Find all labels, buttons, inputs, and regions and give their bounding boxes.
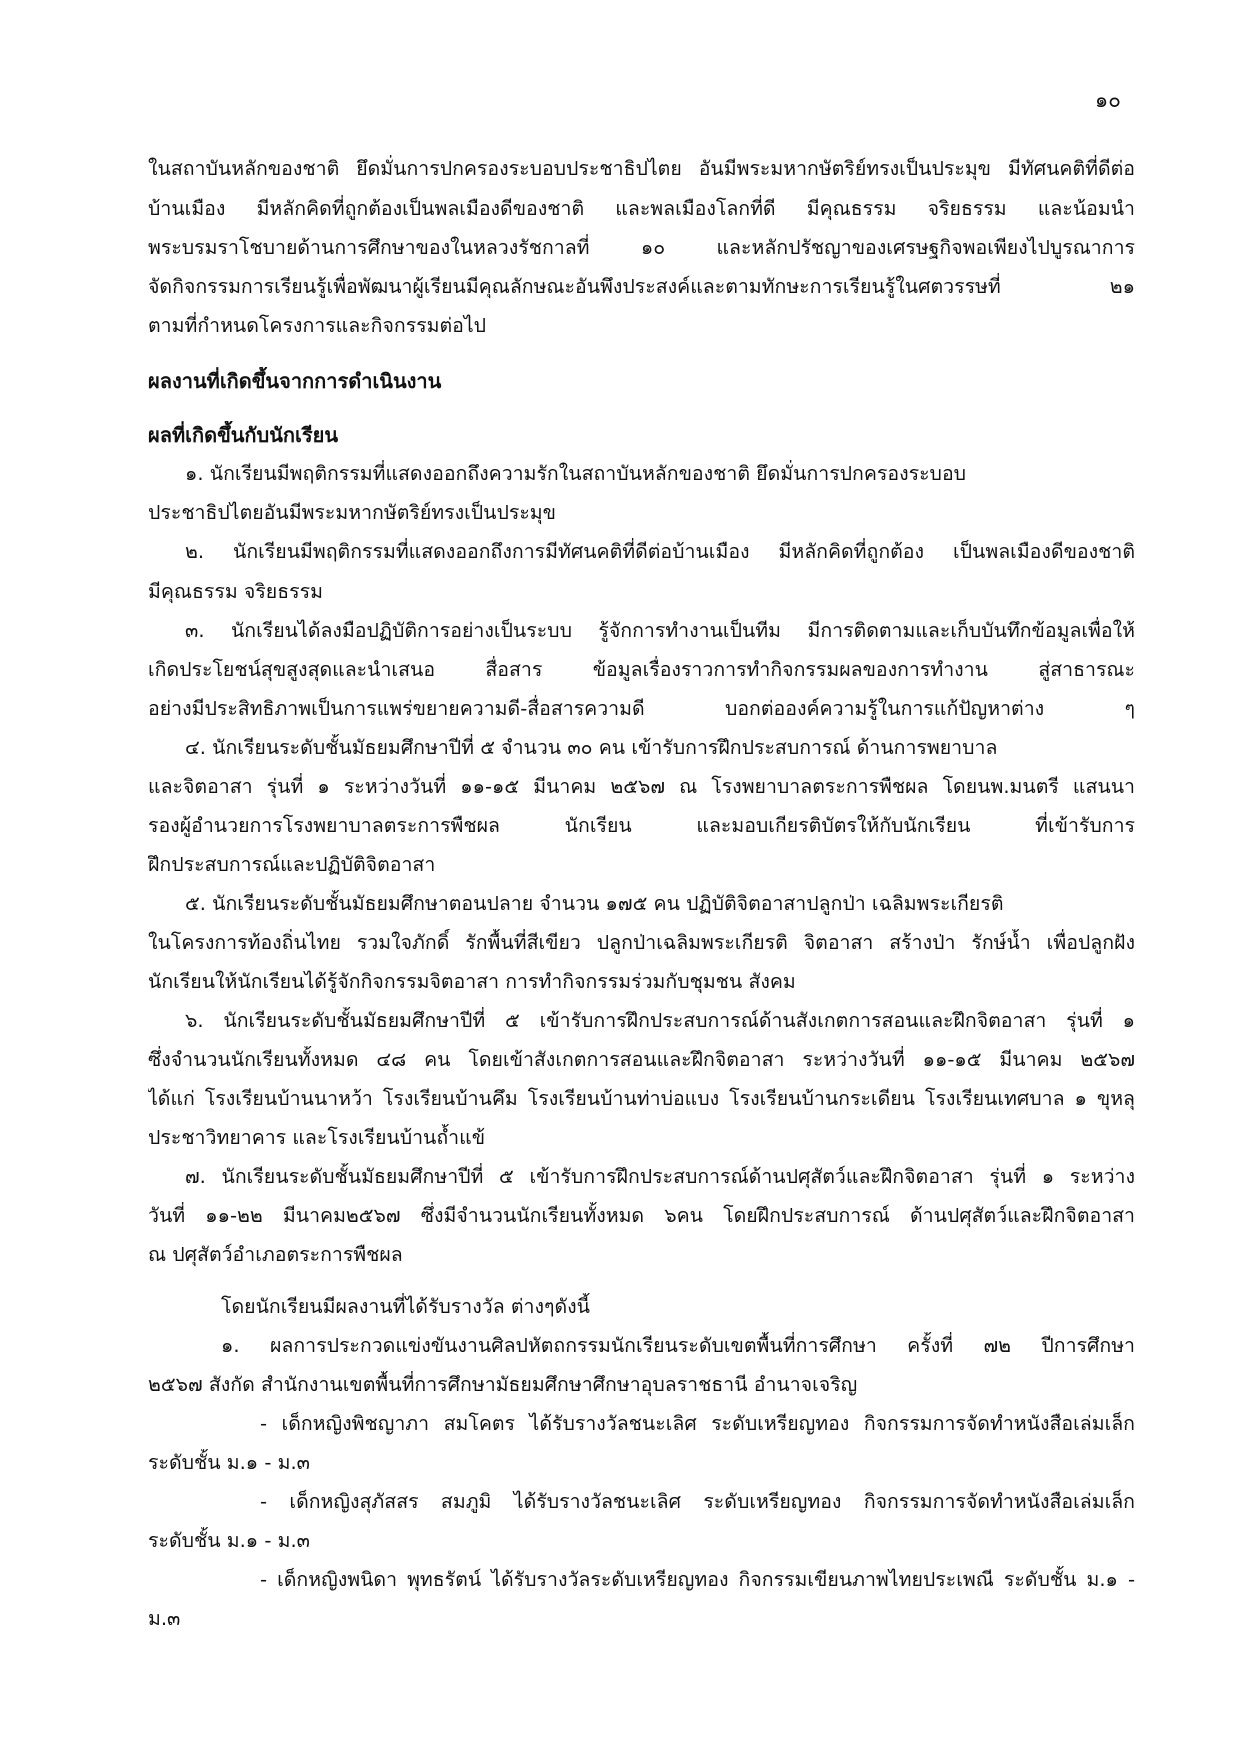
list-item: ๗. นักเรียนระดับชั้นมัธยมศึกษาปีที่ ๕ เข้ารับการฝึกประสบการณ์ด้านปศุสัตว์และฝึกจิตอาสา รุ่นที่ ๑ ระหว่าง [185,1165,1135,1188]
list-item: ๒. นักเรียนมีพฤติกรรมที่แสดงออกถึงการมีทัศนคติที่ดีต่อบ้านเมือง มีหลักคิดที่ถูกต้อง เป็นพลเมืองดีของชาติ [185,540,1135,563]
intro-line: ตามที่กำหนดโครงการและกิจกรรมต่อไป [148,314,487,337]
list-item: ๑. นักเรียนมีพฤติกรรมที่แสดงออกถึงความรักในสถาบันหลักของชาติ ยึดมั่นการปกครองระบอบ [185,462,967,485]
list-item-continued: นักเรียนให้นักเรียนได้รู้จักกิจกรรมจิตอาสา การทำกิจกรรมร่วมกับชุมชน สังคม [148,970,796,993]
intro-line: จัดกิจกรรมการเรียนรู้เพื่อพัฒนาผู้เรียนมีคุณลักษณะอันพึงประสงค์และตามทักษะการเรียนรู้ในศตวรรษที่ ๒๑ [148,275,1135,298]
list-item: ๓. นักเรียนได้ลงมือปฏิบัติการอย่างเป็นระบบ รู้จักการทำงานเป็นทีม มีการติดตามและเก็บบันทึกข้อมูลเพื่อให้ [185,619,1135,642]
list-item-continued: ได้แก่ โรงเรียนบ้านนาหว้า โรงเรียนบ้านคึม โรงเรียนบ้านท่าบ่อแบง โรงเรียนบ้านกระเดียน โรงเรียนเทศบาล ๑ ขุหลุ [148,1087,1135,1110]
list-item-continued: ณ ปศุสัตว์อำเภอตระการพืชผล [148,1243,403,1266]
award-winner: - เด็กหญิงสุภัสสร สมภูมิ ได้รับรางวัลชนะเลิศ ระดับเหรียญทอง กิจกรรมการจัดทำหนังสือเล่มเล็ก [260,1490,1135,1513]
list-item-continued: มีคุณธรรม จริยธรรม [148,580,323,603]
list-item-continued: วันที่ ๑๑-๒๒ มีนาคม๒๕๖๗ ซึ่งมีจำนวนนักเรียนทั้งหมด ๖คน โดยฝึกประสบการณ์ ด้านปศุสัตว์และฝึกจิตอาสา [148,1204,1135,1227]
list-item-continued: อย่างมีประสิทธิภาพเป็นการแพร่ขยายความดี-สื่อสารความดี บอกต่อองค์ความรู้ในการแก้ปัญหาต่าง ๆ [148,697,1135,720]
list-item-continued: ในโครงการท้องถิ่นไทย รวมใจภักดิ์ รักพื้นที่สีเขียว ปลูกป่าเฉลิมพระเกียรติ จิตอาสา สร้างป่า รักษ์น้ำ เพื่อปลูกฝัง [148,931,1135,954]
award-winner-continued: ม.๓ [148,1607,181,1630]
list-item: ๔. นักเรียนระดับชั้นมัธยมศึกษาปีที่ ๕ จำนวน ๓๐ คน เข้ารับการฝึกประสบการณ์ ด้านการพยาบาล [185,736,998,759]
list-item-continued: เกิดประโยชน์สุขสูงสุดและนำเสนอ สื่อสาร ข้อมูลเรื่องราวการทำกิจกรรมผลของการทำงาน สู่สาธารณะ [148,658,1135,681]
list-item-continued: และจิตอาสา รุ่นที่ ๑ ระหว่างวันที่ ๑๑-๑๕ มีนาคม ๒๕๖๗ ณ โรงพยาบาลตระการพืชผล โดยนพ.มนตรี แสนนา [148,775,1135,798]
award-winner: - เด็กหญิงพิชญาภา สมโคตร ได้รับรางวัลชนะเลิศ ระดับเหรียญทอง กิจกรรมการจัดทำหนังสือเล่มเล็ก [260,1412,1135,1435]
award-item: ๑. ผลการประกวดแข่งขันงานศิลปหัตถกรรมนักเรียนระดับเขตพื้นที่การศึกษา ครั้งที่ ๗๒ ปีการศึกษา [221,1334,1135,1357]
subsection-heading: ผลที่เกิดขึ้นกับนักเรียน [148,423,338,447]
award-winner-continued: ระดับชั้น ม.๑ - ม.๓ [148,1451,310,1474]
intro-line: บ้านเมือง มีหลักคิดที่ถูกต้องเป็นพลเมืองดีของชาติ และพลเมืองโลกที่ดี มีคุณธรรม จริยธรรม และน้อมนำ [148,197,1135,220]
list-item: ๖. นักเรียนระดับชั้นมัธยมศึกษาปีที่ ๕ เข้ารับการฝึกประสบการณ์ด้านสังเกตการสอนและฝึกจิตอาสา รุ่นที่ ๑ [185,1009,1135,1032]
award-winner-continued: ระดับชั้น ม.๑ - ม.๓ [148,1529,310,1552]
intro-line: ในสถาบันหลักของชาติ ยึดมั่นการปกครองระบอบประชาธิปไตย อันมีพระมหากษัตริย์ทรงเป็นประมุข มีทัศนคติที่ดีต่อ [148,157,1135,180]
award-winner: - เด็กหญิงพนิดา พุทธรัตน์ ได้รับรางวัลระดับเหรียญทอง กิจกรรมเขียนภาพไทยประเพณี ระดับชั้น ม.๑ - [260,1568,1135,1591]
list-item: ๕. นักเรียนระดับชั้นมัธยมศึกษาตอนปลาย จำนวน ๑๗๕ คน ปฏิบัติจิตอาสาปลูกป่า เฉลิมพระเกียรติ [185,892,1004,915]
list-item-continued: รองผู้อำนวยการโรงพยาบาลตระการพืชผล นักเรียน และมอบเกียรติบัตรให้กับนักเรียน ที่เข้ารับการ [148,814,1135,837]
page-number: ๑๐ [1094,88,1121,112]
list-item-continued: ประชาวิทยาคาร และโรงเรียนบ้านถ้ำแข้ [148,1126,486,1149]
list-item-continued: ซึ่งจำนวนนักเรียนทั้งหมด ๔๘ คน โดยเข้าสังเกตการสอนและฝึกจิตอาสา ระหว่างวันที่ ๑๑-๑๕ มีนาคม ๒๕๖๗ [148,1048,1135,1071]
list-item-continued: ฝึกประสบการณ์และปฏิบัติจิตอาสา [148,853,436,876]
award-item-continued: ๒๕๖๗ สังกัด สำนักงานเขตพื้นที่การศึกษามัธยมศึกษาศึกษาอุบลราชธานี อำนาจเจริญ [148,1373,858,1396]
awards-intro: โดยนักเรียนมีผลงานที่ได้รับรางวัล ต่างๆดังนี้ [221,1295,590,1318]
list-item-continued: ประชาธิปไตยอันมีพระมหากษัตริย์ทรงเป็นประมุข [148,501,556,524]
intro-line: พระบรมราโชบายด้านการศึกษาของในหลวงรัชกาลที่ ๑๐ และหลักปรัชญาของเศรษฐกิจพอเพียงไปบูรณาการ [148,236,1135,259]
section-heading: ผลงานที่เกิดขึ้นจากการดำเนินงาน [148,369,442,393]
